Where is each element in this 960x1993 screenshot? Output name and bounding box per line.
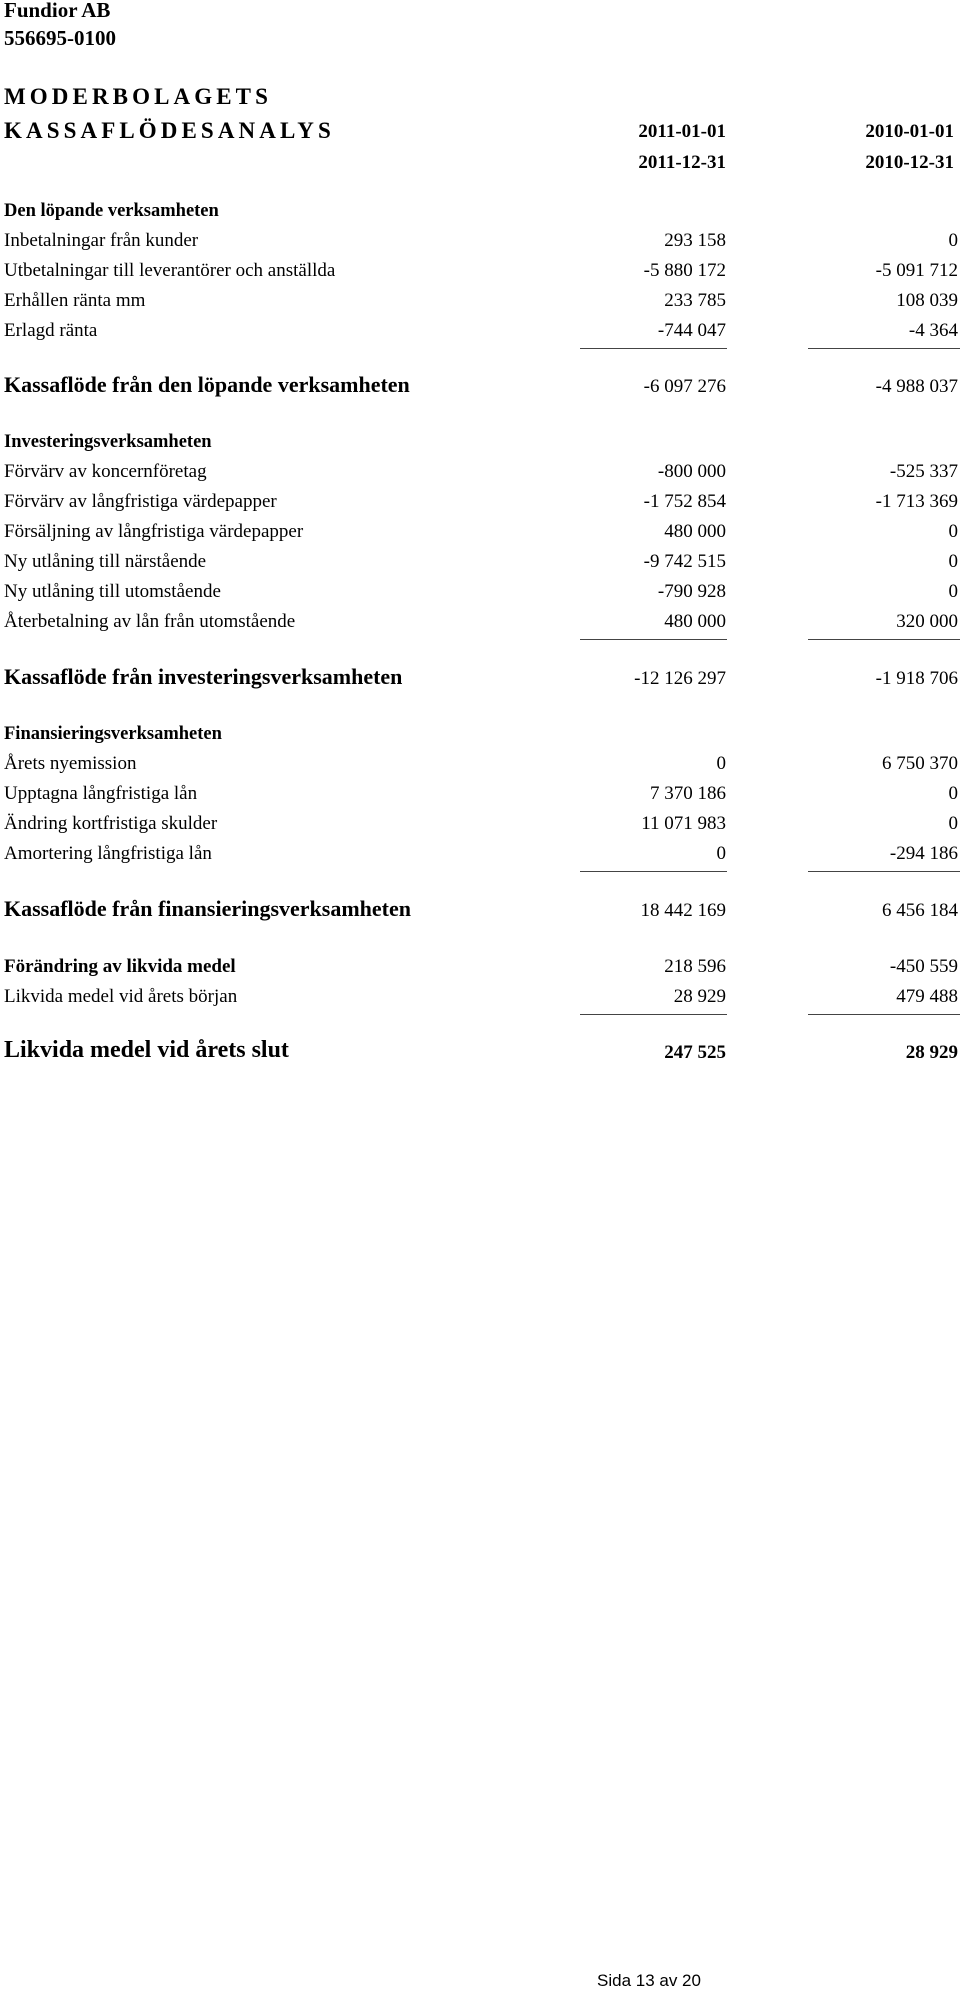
row-label: Finansieringsverksamheten <box>4 724 222 744</box>
row-value-2011: 218 596 <box>664 956 726 977</box>
sum-rule <box>580 871 727 872</box>
table-row <box>0 457 960 487</box>
table-row <box>0 517 960 547</box>
row-value-2010: 320 000 <box>896 611 958 632</box>
row-label: Likvida medel vid årets början <box>4 986 238 1007</box>
row-value-2010: 0 <box>948 521 958 542</box>
row-value-2010: 0 <box>948 783 958 804</box>
row-value-2011: -790 928 <box>657 581 726 602</box>
row-value-2010: -294 186 <box>889 843 958 864</box>
sum-rule <box>808 1014 960 1015</box>
row-value-2011: 0 <box>716 843 726 864</box>
row-value-2010: 0 <box>948 581 958 602</box>
row-label: Den löpande verksamheten <box>4 201 219 221</box>
row-value-2011: 480 000 <box>664 611 726 632</box>
sum-rule <box>580 639 727 640</box>
row-value-2010: -5 091 712 <box>875 260 958 281</box>
row-label: Likvida medel vid årets slut <box>4 1037 289 1063</box>
table-row <box>0 719 960 749</box>
row-value-2010: 6 456 184 <box>882 900 958 921</box>
table-row <box>0 779 960 809</box>
table-row <box>0 547 960 577</box>
sum-rule <box>808 639 960 640</box>
period-1-end: 2011-12-31 <box>638 152 726 173</box>
row-value-2011: 7 370 186 <box>650 783 726 804</box>
row-label: Ändring kortfristiga skulder <box>4 813 218 834</box>
table-row <box>0 256 960 286</box>
row-label: Erlagd ränta <box>4 320 98 341</box>
row-label: Ny utlåning till utomstående <box>4 581 221 602</box>
row-value-2010: 28 929 <box>905 1042 958 1063</box>
table-row <box>0 749 960 779</box>
table-row <box>0 896 960 926</box>
row-label: Återbetalning av lån från utomstående <box>4 611 296 632</box>
page-number: Sida 13 av 20 <box>597 1971 701 1990</box>
table-row <box>0 196 960 226</box>
report-title-line1: MODERBOLAGETS <box>4 84 273 109</box>
row-value-2010: -1 713 369 <box>875 491 958 512</box>
sum-rule <box>808 871 960 872</box>
row-value-2010: -1 918 706 <box>875 668 958 689</box>
sum-rule <box>808 348 960 349</box>
row-label: Investeringsverksamheten <box>4 432 212 452</box>
row-value-2011: -6 097 276 <box>643 376 726 397</box>
period-2-end: 2010-12-31 <box>865 152 954 173</box>
row-value-2011: 11 071 983 <box>641 813 726 834</box>
row-label: Kassaflöde från finansieringsverksamheten <box>4 896 411 921</box>
row-value-2010: 0 <box>948 230 958 251</box>
row-value-2010: 0 <box>948 551 958 572</box>
row-value-2010: -450 559 <box>889 956 958 977</box>
company-org-number: 556695-0100 <box>4 26 116 50</box>
table-row <box>0 487 960 517</box>
row-label: Förändring av likvida medel <box>4 956 236 977</box>
table-row <box>0 607 960 637</box>
table-row <box>0 982 960 1012</box>
row-label: Upptagna långfristiga lån <box>4 783 198 804</box>
row-label: Inbetalningar från kunder <box>4 230 199 251</box>
row-label: Erhållen ränta mm <box>4 290 146 311</box>
company-name: Fundior AB <box>4 0 111 22</box>
row-value-2011: 28 929 <box>673 986 726 1007</box>
sum-rule <box>580 1014 727 1015</box>
row-value-2011: 480 000 <box>664 521 726 542</box>
row-value-2010: -525 337 <box>889 461 958 482</box>
row-value-2010: -4 364 <box>908 320 958 341</box>
row-value-2011: -1 752 854 <box>643 491 726 512</box>
table-row <box>0 809 960 839</box>
row-value-2011: -9 742 515 <box>643 551 726 572</box>
table-row <box>0 286 960 316</box>
row-label: Utbetalningar till leverantörer och anställda <box>4 260 336 281</box>
row-value-2010: 0 <box>948 813 958 834</box>
row-value-2011: -12 126 297 <box>634 668 726 689</box>
row-label: Årets nyemission <box>4 753 137 774</box>
row-label: Förvärv av koncernföretag <box>4 461 207 482</box>
table-row <box>0 372 960 402</box>
period-1-start: 2011-01-01 <box>638 121 726 142</box>
table-row <box>0 316 960 346</box>
row-label: Kassaflöde från investeringsverksamheten <box>4 664 403 689</box>
row-label: Ny utlåning till närstående <box>4 551 207 572</box>
row-value-2011: -744 047 <box>657 320 726 341</box>
row-label: Kassaflöde från den löpande verksamheten <box>4 372 410 397</box>
row-value-2010: -4 988 037 <box>875 376 958 397</box>
table-row <box>0 1038 960 1068</box>
row-value-2011: 18 442 169 <box>640 900 726 921</box>
sum-rule <box>580 348 727 349</box>
report-title-line2: KASSAFLÖDESANALYS <box>4 118 335 143</box>
row-value-2011: 0 <box>716 753 726 774</box>
row-value-2011: 293 158 <box>664 230 726 251</box>
table-row <box>0 664 960 694</box>
table-row <box>0 839 960 869</box>
table-row <box>0 226 960 256</box>
row-value-2011: -800 000 <box>657 461 726 482</box>
row-value-2011: 233 785 <box>664 290 726 311</box>
row-value-2010: 6 750 370 <box>882 753 958 774</box>
row-value-2010: 479 488 <box>896 986 958 1007</box>
row-value-2011: -5 880 172 <box>643 260 726 281</box>
row-value-2010: 108 039 <box>896 290 958 311</box>
period-2-start: 2010-01-01 <box>865 121 954 142</box>
table-row <box>0 427 960 457</box>
row-label: Amortering långfristiga lån <box>4 843 212 864</box>
row-value-2011: 247 525 <box>664 1042 726 1063</box>
table-row <box>0 952 960 982</box>
row-label: Försäljning av långfristiga värdepapper <box>4 521 304 542</box>
row-label: Förvärv av långfristiga värdepapper <box>4 491 277 512</box>
table-row <box>0 577 960 607</box>
